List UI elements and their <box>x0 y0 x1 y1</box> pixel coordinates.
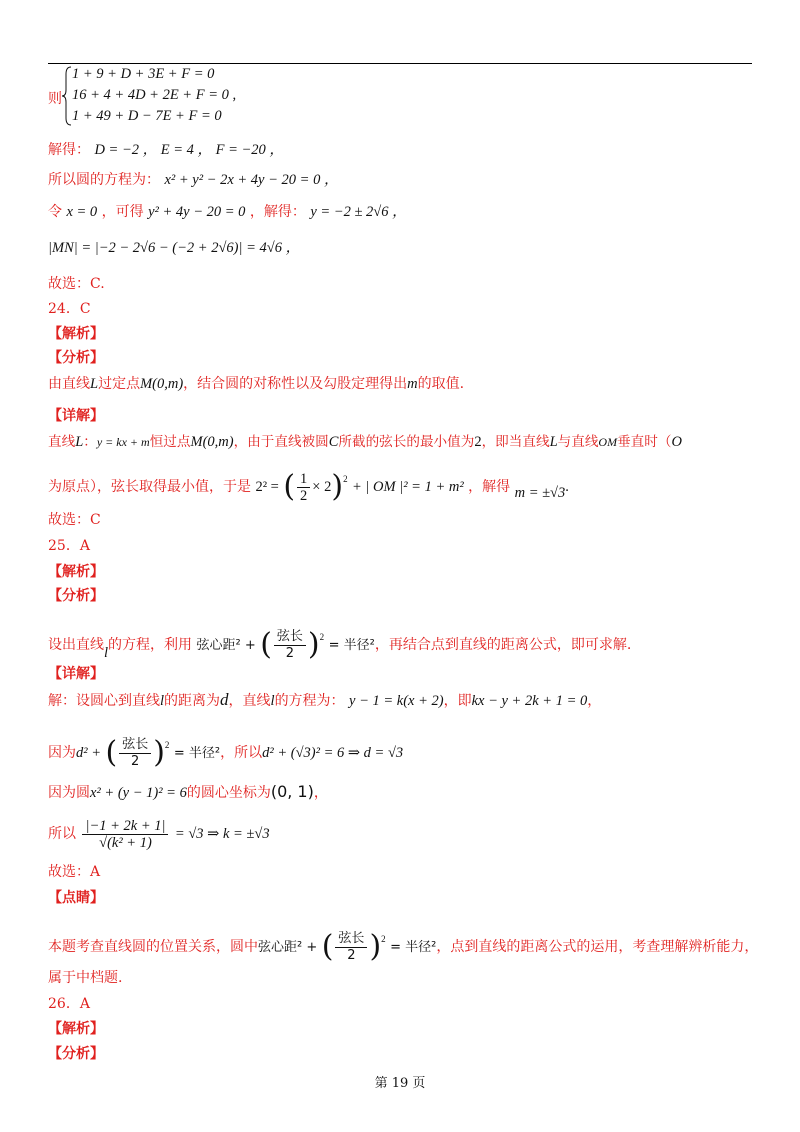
solve-values: D = −2 ， E = 4 ， F = −20 ， <box>94 142 284 158</box>
q25-note-line-2: 属于中档题. <box>48 970 123 986</box>
q24-detail-line-2: 为原点），弦长取得最小值，于是 2² = ( $\frac{1}{2}$ × 2)$^2$ + | OM |² = 1 + m² ，解得 m = ±√3. <box>48 469 569 504</box>
q25-analysis: 设出直线l的方程，利用 弦心距² + ( $\frac{\text{弦长}}{2}$ )$^2$ = 半径²，再结合点到直线的距离公式，即可求解. <box>48 627 632 662</box>
answer-23: 故选：C. <box>48 276 105 292</box>
q25-jiexi-heading: 【解析】 <box>48 564 104 580</box>
solve-line: 解得： D = −2 ， E = 4 ， F = −20 ， <box>48 142 284 158</box>
question-26-number: 26．A <box>48 996 90 1012</box>
q25-dianjing-heading: 【点睛】 <box>48 890 104 906</box>
system-row-2: 16 + 4 + 4D + 2E + F = 0 , <box>72 87 237 103</box>
half-fraction: $\frac{1}{2}$ <box>297 471 310 504</box>
q25-xiangjie-heading: 【详解】 <box>48 666 104 682</box>
mn-length-line <box>48 238 300 258</box>
q25-detail-line-3: 因为圆x² + (y − 1)² = 6的圆心坐标为(0, 1)， <box>48 782 328 801</box>
chord-half-fraction-3: $\frac{\text{弦长}}{2}$ <box>335 931 367 964</box>
q24-xiangjie-heading: 【详解】 <box>48 408 104 424</box>
system-label: 则 <box>48 91 62 107</box>
q26-jiexi-heading: 【解析】 <box>48 1021 104 1037</box>
q24-analysis: 由直线L过定点M(0,m)，结合圆的对称性以及勾股定理得出m的取值. <box>48 376 465 392</box>
page-number: 第 19 页 <box>374 1076 426 1091</box>
q26-fenxi-heading: 【分析】 <box>48 1046 104 1062</box>
let-x-line: 令 x = 0 ，可得 y² + 4y − 20 = 0 ，解得： y = −2 ± 2√6 ， <box>48 204 407 220</box>
q24-jiexi-heading: 【解析】 <box>48 326 104 342</box>
system-row-1: 1 + 9 + D + 3E + F = 0 <box>72 66 215 82</box>
circle-equation-line: 所以圆的方程为： x² + y² − 2x + 4y − 20 = 0 ， <box>48 172 339 188</box>
mn-equation: |MN| = |−2 − 2√6 − (−2 + 2√6)| = 4√6 ， <box>48 240 301 256</box>
distance-fraction: $\frac{|-1 + 2k + 1|}{\text{√(k² + 1)}}$ <box>82 818 168 851</box>
system-row-3: 1 + 49 + D − 7E + F = 0 <box>72 108 222 124</box>
answer-24: 故选：C <box>48 512 101 528</box>
chord-half-fraction: $\frac{\text{弦长}}{2}$ <box>274 629 306 662</box>
circle-equation: x² + y² − 2x + 4y − 20 = 0 ， <box>164 172 339 188</box>
q25-detail-line-4: 所以 $\frac{|-1 + 2k + 1|}{\text{√(k² + 1)}}$ = √3 ⇒ k = ±√3 <box>48 817 270 851</box>
header-rule <box>48 63 752 64</box>
q24-fenxi-heading: 【分析】 <box>48 350 104 366</box>
q25-detail-line-2: 因为d² + ( $\frac{\text{弦长}}{2}$ )$^2$ = 半径²，所以d² + (√3)² = 6 ⇒ d = √3 <box>48 735 404 770</box>
answer-25: 故选：A <box>48 864 101 880</box>
question-24-number: 24．C <box>48 301 91 317</box>
q25-note-line-1: 本题考查直线圆的位置关系，圆中弦心距² + ( $\frac{\text{弦长}}{2}$ )$^2$ = 半径²，点到直线的距离公式的运用，考查理解辨析能力， <box>48 929 759 964</box>
q25-detail-line-1: 解：设圆心到直线l的距离为d，直线l的方程为： y − 1 = k(x + 2)，即kx − y + 2k + 1 = 0， <box>48 690 602 709</box>
q25-fenxi-heading: 【分析】 <box>48 588 104 604</box>
left-brace-icon <box>62 66 72 126</box>
q24-detail-line-1: 直线L：y = kx + m恒过点M(0,m)，由于直线被圆C所截的弦长的最小值为2，即当直线L与直线OM垂直时（O <box>48 434 682 450</box>
question-25-number: 25．A <box>48 538 90 554</box>
chord-half-fraction-2: $\frac{\text{弦长}}{2}$ <box>119 737 151 770</box>
